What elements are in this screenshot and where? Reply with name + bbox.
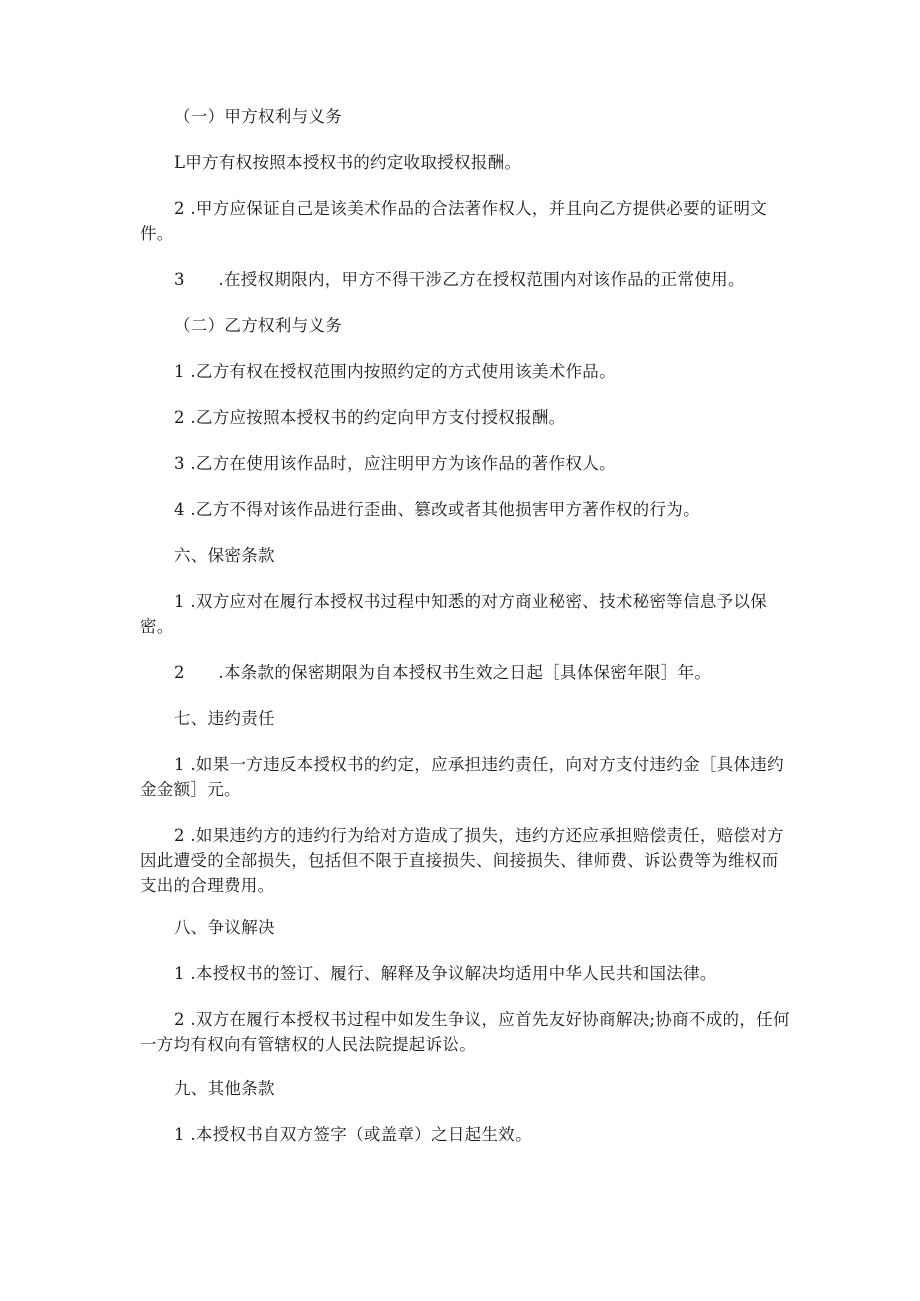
clause-b-1: 1 .乙方有权在授权范围内按照约定的方式使用该美术作品。 [174,362,616,381]
section-heading-breach: 七、违约责任 [174,709,275,728]
section-heading-party-a-rights: （一）甲方权利与义务 [174,107,342,126]
clause-dispute-1: 1 .本授权书的签订、履行、解释及争议解决均适用中华人民共和国法律。 [174,964,717,983]
clause-b-4: 4 .乙方不得对该作品进行歪曲、篡改或者其他损害甲方著作权的行为。 [174,500,700,519]
section-heading-other: 九、其他条款 [174,1079,275,1098]
clause-breach-1: 1 .如果一方违反本授权书的约定，应承担违约责任，向对方支付违约金［具体违约金金额］元。 [140,755,784,799]
section-heading-party-b-rights: （二）乙方权利与义务 [174,316,342,335]
clause-b-3: 3 .乙方在使用该作品时，应注明甲方为该作品的著作权人。 [174,454,616,473]
section-heading-dispute: 八、争议解决 [174,918,275,937]
clause-confidentiality-2: 2 .本条款的保密期限为自本授权书生效之日起［具体保密年限］年。 [174,663,712,682]
clause-a-2: 2 .甲方应保证自己是该美术作品的合法著作权人，并且向乙方提供必要的证明文件。 [140,199,768,243]
clause-b-2: 2 .乙方应按照本授权书的约定向甲方支付授权报酬。 [174,408,566,427]
clause-dispute-2: 2 .双方在履行本授权书过程中如发生争议，应首先友好协商解决;协商不成的，任何一方均有权向有管辖权的人民法院提起诉讼。 [140,1010,790,1054]
clause-a-1: L甲方有权按照本授权书的约定收取授权报酬。 [174,153,522,172]
clause-other-1: 1 .本授权书自双方签字（或盖章）之日起生效。 [174,1125,532,1144]
clause-breach-2: 2 .如果违约方的违约行为给对方造成了损失，违约方还应承担赔偿责任，赔偿对方因此遭受的全部损失，包括但不限于直接损失、间接损失、律师费、诉讼费等为维权而支出的合理费用。 [140,826,784,895]
section-heading-confidentiality: 六、保密条款 [174,546,275,565]
clause-a-3: 3 .在授权期限内，甲方不得干涉乙方在授权范围内对该作品的正常使用。 [174,270,745,289]
clause-confidentiality-1: 1 .双方应对在履行本授权书过程中知悉的对方商业秘密、技术秘密等信息予以保密。 [140,592,768,636]
